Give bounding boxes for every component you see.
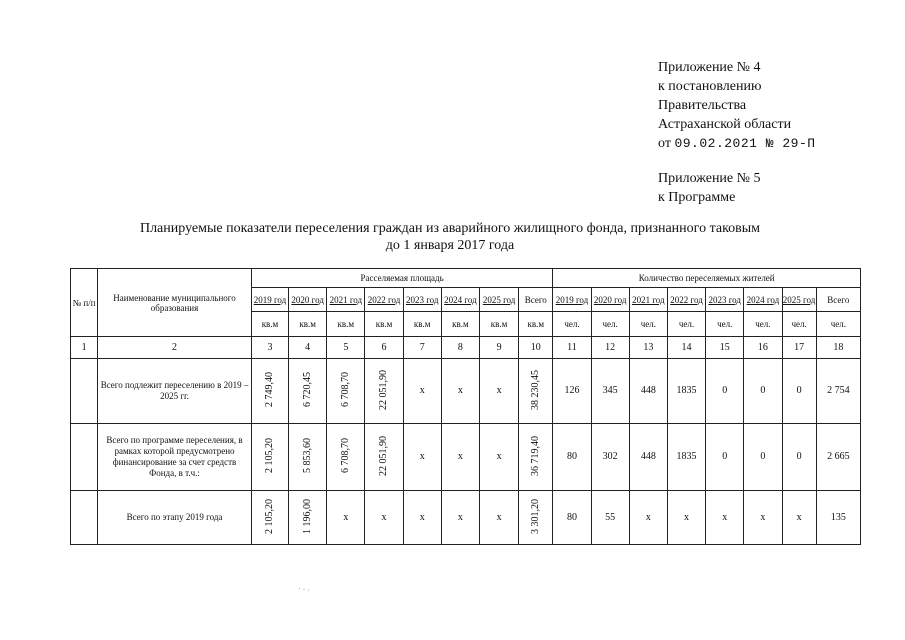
header-line: Приложение № 4 — [658, 60, 761, 75]
people-cell: 0 — [782, 359, 816, 424]
row-name: Всего по программе переселения, в рамках которой предусмотрено финансирование за счет средств Фонда, в т.ч.: — [98, 424, 252, 491]
column-number: 12 — [591, 337, 629, 359]
area-cell: х — [480, 359, 519, 424]
people-unit: чел. — [744, 312, 782, 337]
header-line: к постановлению — [658, 79, 762, 94]
area-cell: х — [365, 491, 403, 545]
header-people-group: Количество переселяемых жителей — [553, 269, 861, 288]
header-line: Правительства — [658, 98, 747, 113]
area-cell — [327, 359, 365, 424]
column-number: 14 — [667, 337, 705, 359]
area-total-cell — [519, 359, 553, 424]
people-cell: 0 — [706, 424, 744, 491]
area-unit: кв.м — [403, 312, 441, 337]
header-area-group: Расселяемая площадь — [251, 269, 552, 288]
title-line-2: до 1 января 2017 года — [385, 238, 515, 253]
area-unit: кв.м — [289, 312, 327, 337]
area-cell: х — [403, 491, 441, 545]
area-unit: кв.м — [519, 312, 553, 337]
area-cell: х — [441, 359, 479, 424]
area-year: 2020 год — [289, 288, 327, 312]
header-line: к Программе — [658, 190, 736, 205]
title-line-1: Планируемые показатели переселения граждан из аварийного жилищного фонда, признанного таковым — [139, 221, 761, 236]
people-year: 2024 год — [744, 288, 782, 312]
area-cell — [289, 359, 327, 424]
area-cell: х — [327, 491, 365, 545]
area-value: 1 196,00 — [301, 498, 313, 534]
people-cell: х — [706, 491, 744, 545]
column-number: 18 — [816, 337, 860, 359]
area-unit: кв.м — [441, 312, 479, 337]
column-number: 16 — [744, 337, 782, 359]
row-name: Всего подлежит переселению в 2019 – 2025 гг. — [98, 359, 252, 424]
column-number: 3 — [251, 337, 288, 359]
area-cell — [365, 424, 403, 491]
people-total-header: Всего — [816, 288, 860, 312]
column-number: 17 — [782, 337, 816, 359]
area-total-value: 3 301,20 — [529, 498, 541, 534]
area-value: 6 720,45 — [301, 372, 313, 407]
area-total-value: 38 230,45 — [529, 369, 541, 410]
row-name: Всего по этапу 2019 года — [98, 491, 252, 545]
people-cell: 0 — [744, 424, 782, 491]
people-cell: х — [629, 491, 667, 545]
area-unit: кв.м — [327, 312, 365, 337]
column-number: 11 — [553, 337, 591, 359]
people-total-cell: 2 754 — [816, 359, 860, 424]
area-cell: х — [403, 424, 441, 491]
date-value: 09.02.2021 № 29-П — [674, 136, 816, 151]
people-unit: чел. — [782, 312, 816, 337]
area-value: 2 105,20 — [263, 498, 275, 534]
people-year: 2023 год — [706, 288, 744, 312]
people-cell: 126 — [553, 359, 591, 424]
people-cell: 0 — [706, 359, 744, 424]
people-cell: 80 — [553, 424, 591, 491]
area-total-cell — [519, 424, 553, 491]
people-cell: 448 — [629, 424, 667, 491]
people-cell: х — [667, 491, 705, 545]
area-year: 2025 год — [480, 288, 519, 312]
area-value: 6 708,70 — [339, 372, 351, 407]
table-row — [71, 491, 861, 545]
area-cell — [251, 359, 288, 424]
row-no-empty — [71, 359, 98, 424]
people-cell: 345 — [591, 359, 629, 424]
area-total-cell — [519, 491, 553, 545]
people-year: 2025 год — [782, 288, 816, 312]
area-year: 2019 год — [251, 288, 288, 312]
people-unit: чел. — [816, 312, 860, 337]
people-year: 2021 год — [629, 288, 667, 312]
area-total-value: 36 719,40 — [529, 435, 541, 476]
people-unit: чел. — [629, 312, 667, 337]
column-number: 4 — [289, 337, 327, 359]
people-unit: чел. — [553, 312, 591, 337]
scan-mark: · · · — [297, 584, 311, 595]
column-number: 10 — [519, 337, 553, 359]
area-cell — [365, 359, 403, 424]
row-no-empty — [71, 424, 98, 491]
area-cell: х — [480, 424, 519, 491]
people-year: 2019 год — [553, 288, 591, 312]
column-number: 8 — [441, 337, 479, 359]
area-value: 2 105,20 — [263, 438, 275, 473]
area-cell: х — [441, 491, 479, 545]
people-cell: 80 — [553, 491, 591, 545]
area-value: 2 749,40 — [263, 372, 275, 407]
people-cell: 55 — [591, 491, 629, 545]
area-cell: х — [441, 424, 479, 491]
people-unit: чел. — [667, 312, 705, 337]
people-cell: 1835 — [667, 424, 705, 491]
column-number: 7 — [403, 337, 441, 359]
area-cell: х — [480, 491, 519, 545]
area-value: 6 708,70 — [339, 438, 351, 473]
table-row — [71, 424, 861, 491]
header-no: № п/п — [71, 269, 98, 337]
header-line: Приложение № 5 — [658, 171, 761, 186]
column-number: 6 — [365, 337, 403, 359]
area-value: 22 051,90 — [378, 369, 390, 410]
area-year: 2021 год — [327, 288, 365, 312]
people-year: 2022 год — [667, 288, 705, 312]
column-number: 5 — [327, 337, 365, 359]
document-header — [658, 58, 816, 207]
area-cell — [327, 424, 365, 491]
row-no-empty — [71, 491, 98, 545]
people-cell: х — [782, 491, 816, 545]
people-total-cell: 2 665 — [816, 424, 860, 491]
people-unit: чел. — [706, 312, 744, 337]
people-year: 2020 год — [591, 288, 629, 312]
people-unit: чел. — [591, 312, 629, 337]
area-year: 2022 год — [365, 288, 403, 312]
area-cell — [251, 491, 288, 545]
date-prefix: от — [658, 136, 671, 151]
header-date-line — [658, 134, 816, 153]
area-unit: кв.м — [365, 312, 403, 337]
people-total-cell: 135 — [816, 491, 860, 545]
resettlement-table — [70, 268, 861, 545]
column-number: 13 — [629, 337, 667, 359]
people-cell: х — [744, 491, 782, 545]
people-cell: 302 — [591, 424, 629, 491]
area-value: 5 853,60 — [301, 438, 313, 473]
people-cell: 0 — [782, 424, 816, 491]
area-year: 2023 год — [403, 288, 441, 312]
area-cell — [289, 424, 327, 491]
header-line: Астраханской области — [658, 117, 792, 132]
column-number: 15 — [706, 337, 744, 359]
area-year: 2024 год — [441, 288, 479, 312]
column-number: 2 — [98, 337, 252, 359]
area-unit: кв.м — [251, 312, 288, 337]
area-cell — [251, 424, 288, 491]
area-total-header: Всего — [519, 288, 553, 312]
header-name: Наименование муниципального образования — [98, 269, 252, 337]
column-number: 1 — [71, 337, 98, 359]
area-cell — [289, 491, 327, 545]
people-cell: 0 — [744, 359, 782, 424]
document-title — [100, 220, 800, 254]
area-unit: кв.м — [480, 312, 519, 337]
column-number: 9 — [480, 337, 519, 359]
area-cell: х — [403, 359, 441, 424]
table-row — [71, 359, 861, 424]
people-cell: 1835 — [667, 359, 705, 424]
people-cell: 448 — [629, 359, 667, 424]
area-value: 22 051,90 — [378, 435, 390, 476]
